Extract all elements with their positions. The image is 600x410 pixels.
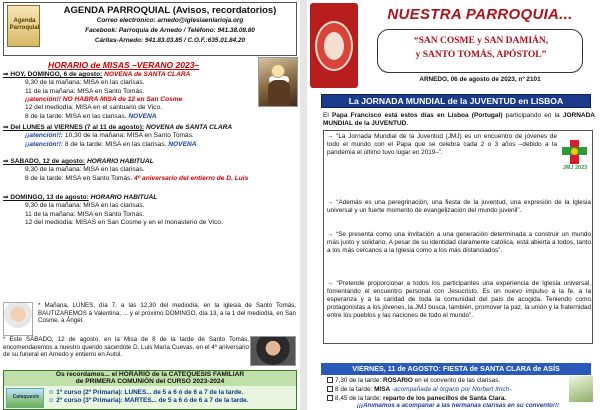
jmj-quote-2: → “Además es una peregrinación, una fiesta de la juventud, una expresión de la Iglesia universal y un fuerte momento de evangelización del mundo juvenil”. [327, 199, 591, 215]
agenda-box [3, 2, 297, 56]
issue-date: ARNEDO, 06 de agosto de 2023, nº 2101 [419, 76, 541, 83]
sunday-masses [3, 71, 258, 121]
priest-photo [250, 336, 296, 366]
saturday-masses [3, 158, 299, 183]
agenda-title: AGENDA PARROQUIAL (Avisos, recordatorios) [63, 5, 277, 16]
parish-seal-icon [310, 3, 358, 88]
saints-box [377, 29, 583, 73]
saints-line-2: y SANTO TOMÁS, APÓSTOL” [415, 50, 547, 60]
catechesis-course-1: ☺ 1º curso (2º Primaria): LUNES... de 5 a 6 ó de 6 a 7 de la tarde. [48, 389, 244, 396]
mass-line: 11 de la mañana: MISA en Santo Tomás. [25, 87, 145, 95]
agenda-email: Correo electrónico: arnedo@iglesiaenlarioja.org [96, 17, 244, 24]
weekday-masses [3, 124, 299, 149]
santa-clara-header: VIERNES, 11 de AGOSTO: FIESTA de SANTA CLARA de ASÍS [321, 363, 591, 375]
saturday-heading: ⇒ SÁBADO, 12 de agosto: HORARIO HABITUAL [3, 158, 154, 165]
saint-clara-image [258, 57, 298, 107]
anniversary-note: * Este SÁBADO, 12 de agosto, en la Misa de 8 de la tarde de Santo Tomás, encomendaremos a nuestro querido sacerdote D. Luis María Cuevas, en el 4º aniversario de su funeral en Arnedo y entierro en Autol. [3, 336, 249, 359]
checkbox-icon [327, 377, 333, 383]
agenda-logo [7, 5, 40, 47]
catechesis-course-2: ☺ 2º curso (3º Primaria): MARTES... de 5 a 6 ó de 6 a 7 de la tarde. [48, 397, 249, 404]
mass-line: 12 del mediodía: MISAS en San Cosme y en el monasterio de Vico. [25, 219, 223, 227]
jmj-quote-1: → “La Jornada Mundial de la Juventud (JMJ) es un encuentro de jóvenes de todo el mundo con el Papa que se celebra cada 2 o 3 años –debido a la pandemia el último tuvo lugar en 2019–”. [327, 133, 557, 157]
jmj-header: La JORNADA MUNDIAL de la JUVENTUD en LISBOA [321, 94, 591, 108]
newsletter-title: NUESTRA PARROQUIA... [387, 6, 573, 23]
clara-footer: ¡¡¡Animamos a acompañar a las hermanas clarisas en su convento!!! [356, 403, 560, 409]
jmj-logo-icon: JMJ 2023 [559, 138, 591, 174]
next-sunday-heading: ⇒ DOMINGO, 13 de agosto: HORARIO HABITUAL [3, 194, 158, 201]
weekday-heading: ⇒ Del LUNES al VIERNES (7 al 11 de agosto): NOVENA de SANTA CLARA [3, 124, 233, 131]
page-gutter [300, 0, 307, 410]
agenda-logo-text: Agenda Parroquial [9, 18, 40, 31]
mass-line: ¡¡atención!!: 10,30 de la mañana: MISA en Santo Tomás. [25, 132, 194, 140]
agenda-caritas: Cáritas-Arnedo: 941.83.03.85 / C.O.F.:635.01.84.20 [94, 37, 246, 44]
santa-clara-image [569, 376, 593, 402]
agenda-facebook: Facebook: Parroquia de Arnedo / Teléfono: 941.38.08.80 [85, 27, 255, 34]
clara-item-rosario: 7,30 de la tarde: ROSARIO en el convento de las clarisas. [327, 377, 589, 384]
mass-line: 9,30 de la mañana: MISA en las clarisas. [25, 166, 145, 174]
mass-line: 8 de la tarde: MISA en las clarisas. NOVENA [25, 112, 157, 120]
catechesis-header: Os recordamos... el HORARIO de la CATEQUESIS FAMILIAR de PRIMERA COMUNIÓN del CURSO 2023-2024 [4, 371, 296, 386]
baptism-note: * Mañana, LUNES, día 7, a las 12,30 del mediodía, en la iglesia de Santo Tomás, BAUTIZAREMOS a Valentina; ... y el próximo DOMINGO, día 13, a la 1 del mediodía, en San Cosme, a Ángel. [38, 302, 296, 325]
saint-image [3, 302, 33, 336]
clara-item-panecillos: 8,45 de la tarde: reparto de los panecillos de Santa Clara. [327, 395, 589, 402]
jmj-quote-3: → “Se presenta como una invitación a una generación determinada a construir un mundo más justo y solidario. A pesar de su identidad claramente católica, está abierta a todos, tanto a los más cercanos a la Iglesia como a los más distanciados”. [327, 231, 591, 255]
clara-item-misa: 8 de la tarde: MISA -acompañada al órgano por Norbert Itrich-. [327, 386, 589, 393]
mass-line: 9,30 de la mañana: MISA en las clarisas. [25, 79, 145, 87]
mass-line: 9,30 de la mañana: MISA en las clarisas. [25, 202, 145, 210]
next-sunday-masses [3, 194, 299, 227]
misas-header: HORARIO de MISAS –VERANO 2023– [48, 60, 200, 70]
mass-line: 8 de la tarde: MISA en Santo Tomás. 4º aniversario del entierro de D. Luis [25, 174, 249, 182]
jmj-quote-4: → “Pretende proporcionar a todos los participantes una experiencia de Iglesia universal, fomentando el encuentro personal con Jesucristo. Es un nuevo impulso a la fe, a la esperanza y a la caridad de toda la comunidad del país de acogida. Teniendo como protagonistas a los jóvenes, la JMJ busca, también, promover la paz, la unión y la fraternidad entre los pueblos y las naciones de todo el mundo”. [327, 280, 591, 320]
mass-line: 11 de la mañana: MISA en Santo Tomás. [25, 210, 145, 218]
mass-line: ¡¡atención!!: 8 de la tarde: MISA en las clarisas. NOVENA [25, 140, 197, 148]
right-page [307, 0, 600, 410]
catechesis-image: Catequesis [6, 388, 44, 408]
jmj-intro: El Papa Francisco está estos días en Lisboa (Portugal) participando en la JORNADA MUNDIAL de la JUVENTUD. [323, 112, 595, 127]
checkbox-icon [327, 395, 333, 401]
masthead [363, 3, 597, 88]
checkbox-icon [327, 386, 333, 392]
mass-line: 12 del mediodía: MISA en el santuario de Vico. [25, 104, 162, 112]
saints-line-1: “SAN COSME y SAN DAMIÁN, [413, 36, 549, 46]
sunday-heading: ⇒ HOY, DOMINGO, 6 de agosto: NOVENA de SANTA CLARA [3, 71, 191, 78]
mass-note: ¡¡atención!! NO HABRÁ MISA de 12 en San Cosme [25, 96, 183, 104]
